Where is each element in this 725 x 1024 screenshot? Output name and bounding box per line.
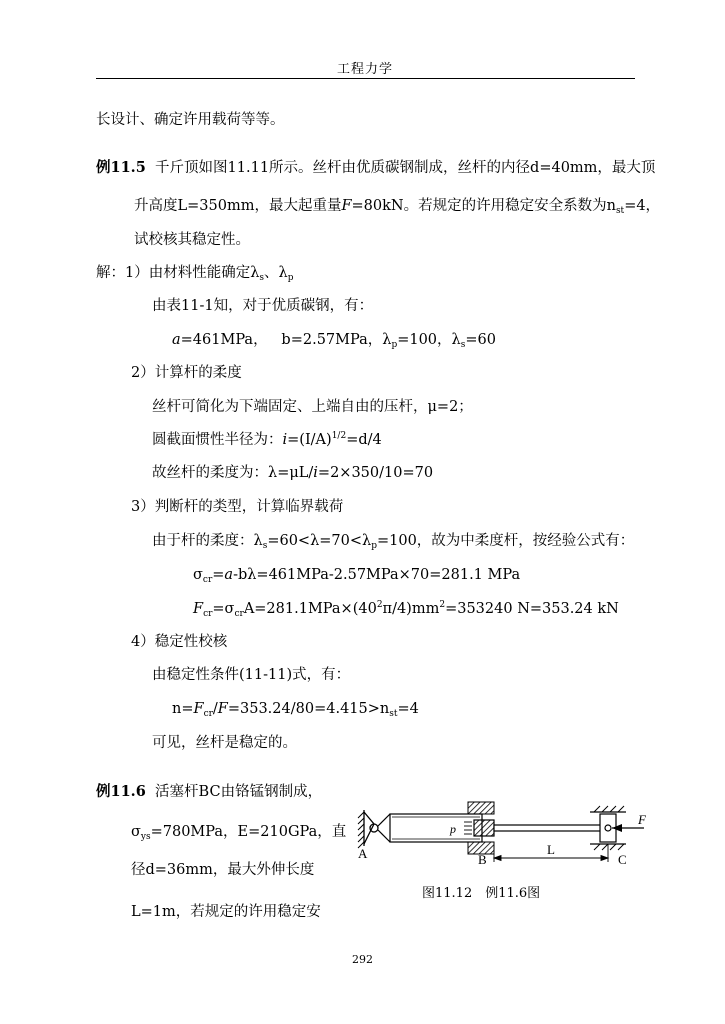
- solution-step-1: 解：1）由材料性能确定$\lambda_s$、$\lambda_p$: [96, 265, 294, 283]
- point-a-label: A: [358, 846, 368, 861]
- force-label: F: [638, 812, 646, 827]
- solution-step-4: 4）稳定性校核: [131, 634, 228, 650]
- conclusion: 可见，丝杆是稳定的。: [152, 735, 297, 751]
- page-header: 工程力学: [336, 62, 393, 77]
- paragraph-continuation: 长设计、确定许用载荷等等。: [96, 112, 285, 128]
- solution-step-3: 3）判断杆的类型，计算临界载荷: [131, 499, 344, 515]
- example-label: 例11.6: [96, 783, 146, 800]
- piston-rod: [494, 825, 608, 831]
- example-11-5-line-1: 例11.5 千斤顶如图11.11所示。丝杆由优质碳钢制成，丝杆的内径d=40mm，最大顶: [96, 159, 656, 176]
- table-reference: 由表11-1知，对于优质碳钢，有：: [152, 298, 374, 314]
- column-type: 由于杆的柔度：$\lambda_s=60<\lambda=70<\lambda_p=100$，故为中柔度杆，按经验公式有：: [152, 533, 635, 551]
- example-11-6-line-2: $\sigma_{ys}=780MPa$，E=210GPa，直: [131, 824, 347, 842]
- header-rule: [96, 78, 635, 79]
- point-c-label: C: [618, 852, 627, 867]
- critical-load: $F_{cr}=\sigma_{cr}A=281.1MPa\times(40^2\pi/4)mm^2=353240$ N=353.24 kN: [193, 600, 619, 619]
- material-parameters: a=461MPa， b=2.57MPa，$\lambda_p=100$，$\lambda_s=60$: [172, 332, 496, 350]
- solution-step-2: 2）计算杆的柔度: [131, 365, 242, 381]
- pressure-label: p: [450, 822, 456, 836]
- radius-of-gyration: 圆截面惯性半径为：$i=(I/A)^{1/2}=d/4$: [152, 431, 382, 448]
- page-number: 292: [352, 953, 373, 966]
- example-11-6-line-4: L=1m，若规定的许用稳定安: [131, 904, 321, 920]
- point-b-label: B: [478, 852, 487, 867]
- length-label: L: [547, 842, 555, 857]
- cylinder: [378, 802, 494, 854]
- example-11-5-line-3: 试校核其稳定性。: [134, 232, 250, 248]
- critical-stress: $\sigma_{cr}=a-b\lambda=461MPa-2.57MPa\times 70=281.1$ MPa: [193, 567, 521, 585]
- stability-condition: 由稳定性条件(11-11)式，有：: [152, 667, 351, 683]
- pin-support-a: [358, 810, 378, 848]
- example-label: 例11.5: [96, 159, 146, 176]
- example-11-5-line-2: 升高度L=350mm，最大起重量F=80kN。若规定的许用稳定安全系数为$n_{st}=4$，: [134, 198, 661, 216]
- safety-factor: $n=F_{cr}/F=353.24/80=4.415>n_{st}=4$: [172, 701, 419, 719]
- length-factor: 丝杆可简化为下端固定、上端自由的压杆，μ=2；: [152, 399, 473, 415]
- figure-caption: 图11.12 例11.6图: [422, 886, 541, 901]
- example-11-6-line-1: 例11.6 活塞杆BC由铬锰钢制成，: [96, 783, 323, 800]
- slenderness: 故丝杆的柔度为：λ=μL/i=2×350/10=70: [152, 465, 434, 481]
- example-11-6-line-3: 径d=36mm，最大外伸长度: [131, 862, 315, 878]
